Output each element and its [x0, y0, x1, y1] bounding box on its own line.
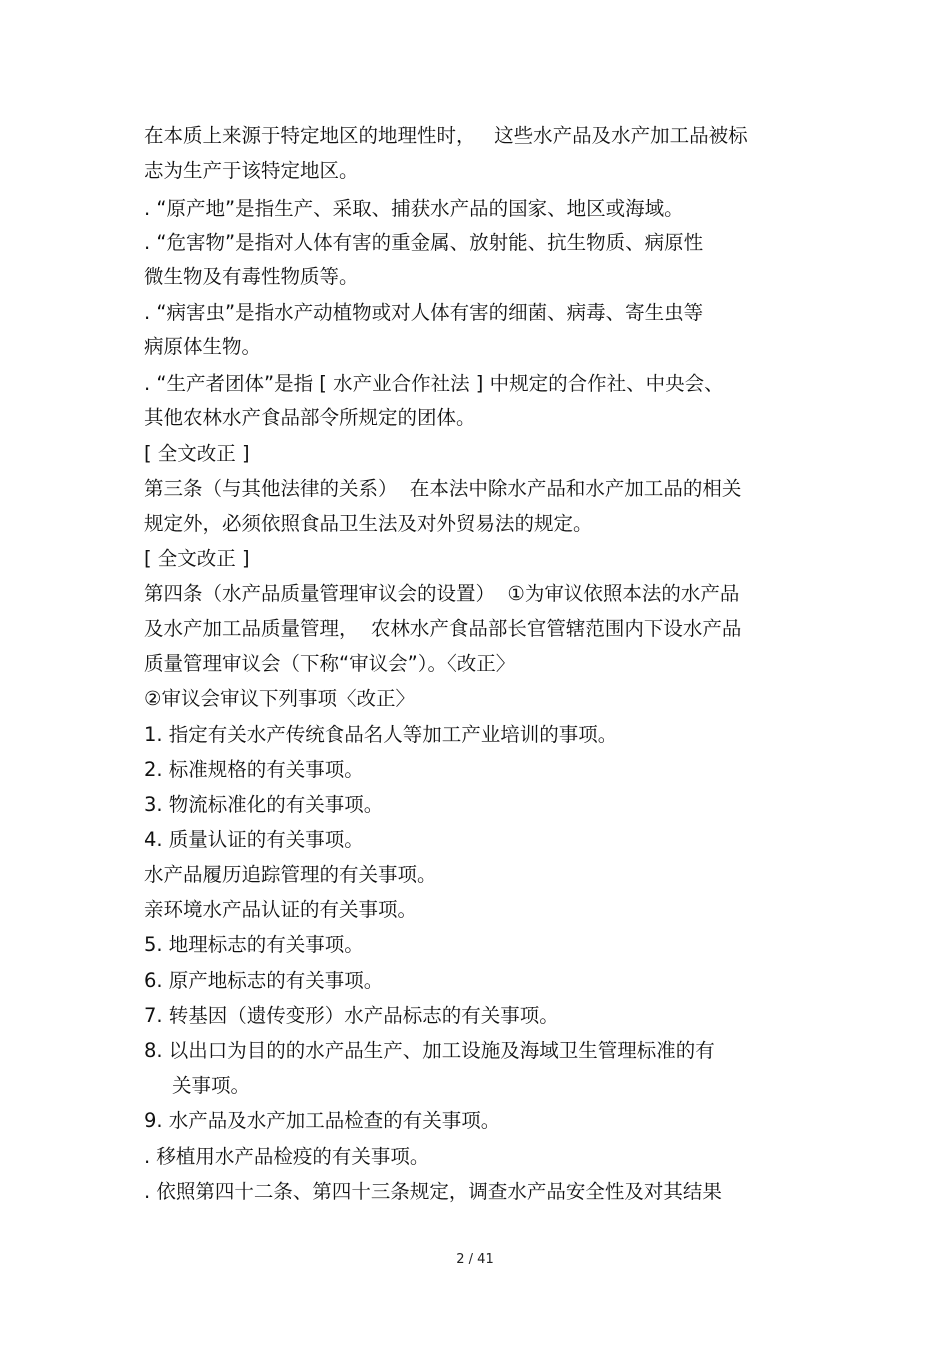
- text-line: . “病害虫”是指水产动植物或对人体有害的细菌、病毒、寄生虫等: [144, 301, 704, 324]
- text-line: 志为生产于该特定地区。: [144, 159, 359, 182]
- text-line: 3. 物流标准化的有关事项。: [144, 793, 384, 816]
- text-line: 8. 以出口为目的的水产品生产、加工设施及海域卫生管理标准的有: [144, 1039, 715, 1062]
- text-line: 及水产加工品质量管理， 农林水产食品部长官管辖范围内下设水产品: [144, 617, 742, 640]
- text-line: 6. 原产地标志的有关事项。: [144, 969, 384, 992]
- text-line: . 移植用水产品检疫的有关事项。: [144, 1145, 430, 1168]
- text-line: . “原产地”是指生产、采取、捕获水产品的国家、地区或海域。: [144, 197, 684, 220]
- text-line: [ 全文改正 ]: [144, 547, 250, 570]
- text-line: 其他农林水产食品部令所规定的团体。: [144, 406, 476, 429]
- text-line: 规定外，必须依照食品卫生法及对外贸易法的规定。: [144, 512, 593, 535]
- text-line: 2. 标准规格的有关事项。: [144, 758, 364, 781]
- text-line: 在本质上来源于特定地区的地理性时， 这些水产品及水产加工品被标: [144, 124, 748, 147]
- text-line: 7. 转基因（遗传变形）水产品标志的有关事项。: [144, 1004, 559, 1027]
- text-line: 1. 指定有关水产传统食品名人等加工产业培训的事项。: [144, 723, 618, 746]
- text-line: . “危害物”是指对人体有害的重金属、放射能、抗生物质、病原性: [144, 231, 704, 254]
- text-line: . “生产者团体”是指 [ 水产业合作社法 ] 中规定的合作社、中央会、: [144, 372, 724, 395]
- text-line: 质量管理审议会（下称“审议会”）。〈改正〉: [144, 652, 516, 675]
- text-line: . 依照第四十二条、第四十三条规定，调查水产品安全性及对其结果: [144, 1180, 722, 1203]
- text-line: 4. 质量认证的有关事项。: [144, 828, 364, 851]
- text-line: 微生物及有毒性物质等。: [144, 265, 359, 288]
- text-line: [ 全文改正 ]: [144, 442, 250, 465]
- page-number: 2 / 41: [456, 1252, 494, 1267]
- text-line: 第四条（水产品质量管理审议会的设置） ①为审议依照本法的水产品: [144, 582, 740, 605]
- text-line: 5. 地理标志的有关事项。: [144, 933, 364, 956]
- text-line: 9. 水产品及水产加工品检查的有关事项。: [144, 1109, 501, 1132]
- text-line: 关事项。: [172, 1074, 251, 1097]
- text-line: ②审议会审议下列事项〈改正〉: [144, 687, 415, 710]
- text-line: 病原体生物。: [144, 335, 262, 358]
- text-line: 亲环境水产品认证的有关事项。: [144, 898, 418, 921]
- text-line: 第三条（与其他法律的关系） 在本法中除水产品和水产加工品的相关: [144, 477, 742, 500]
- text-line: 水产品履历追踪管理的有关事项。: [144, 863, 437, 886]
